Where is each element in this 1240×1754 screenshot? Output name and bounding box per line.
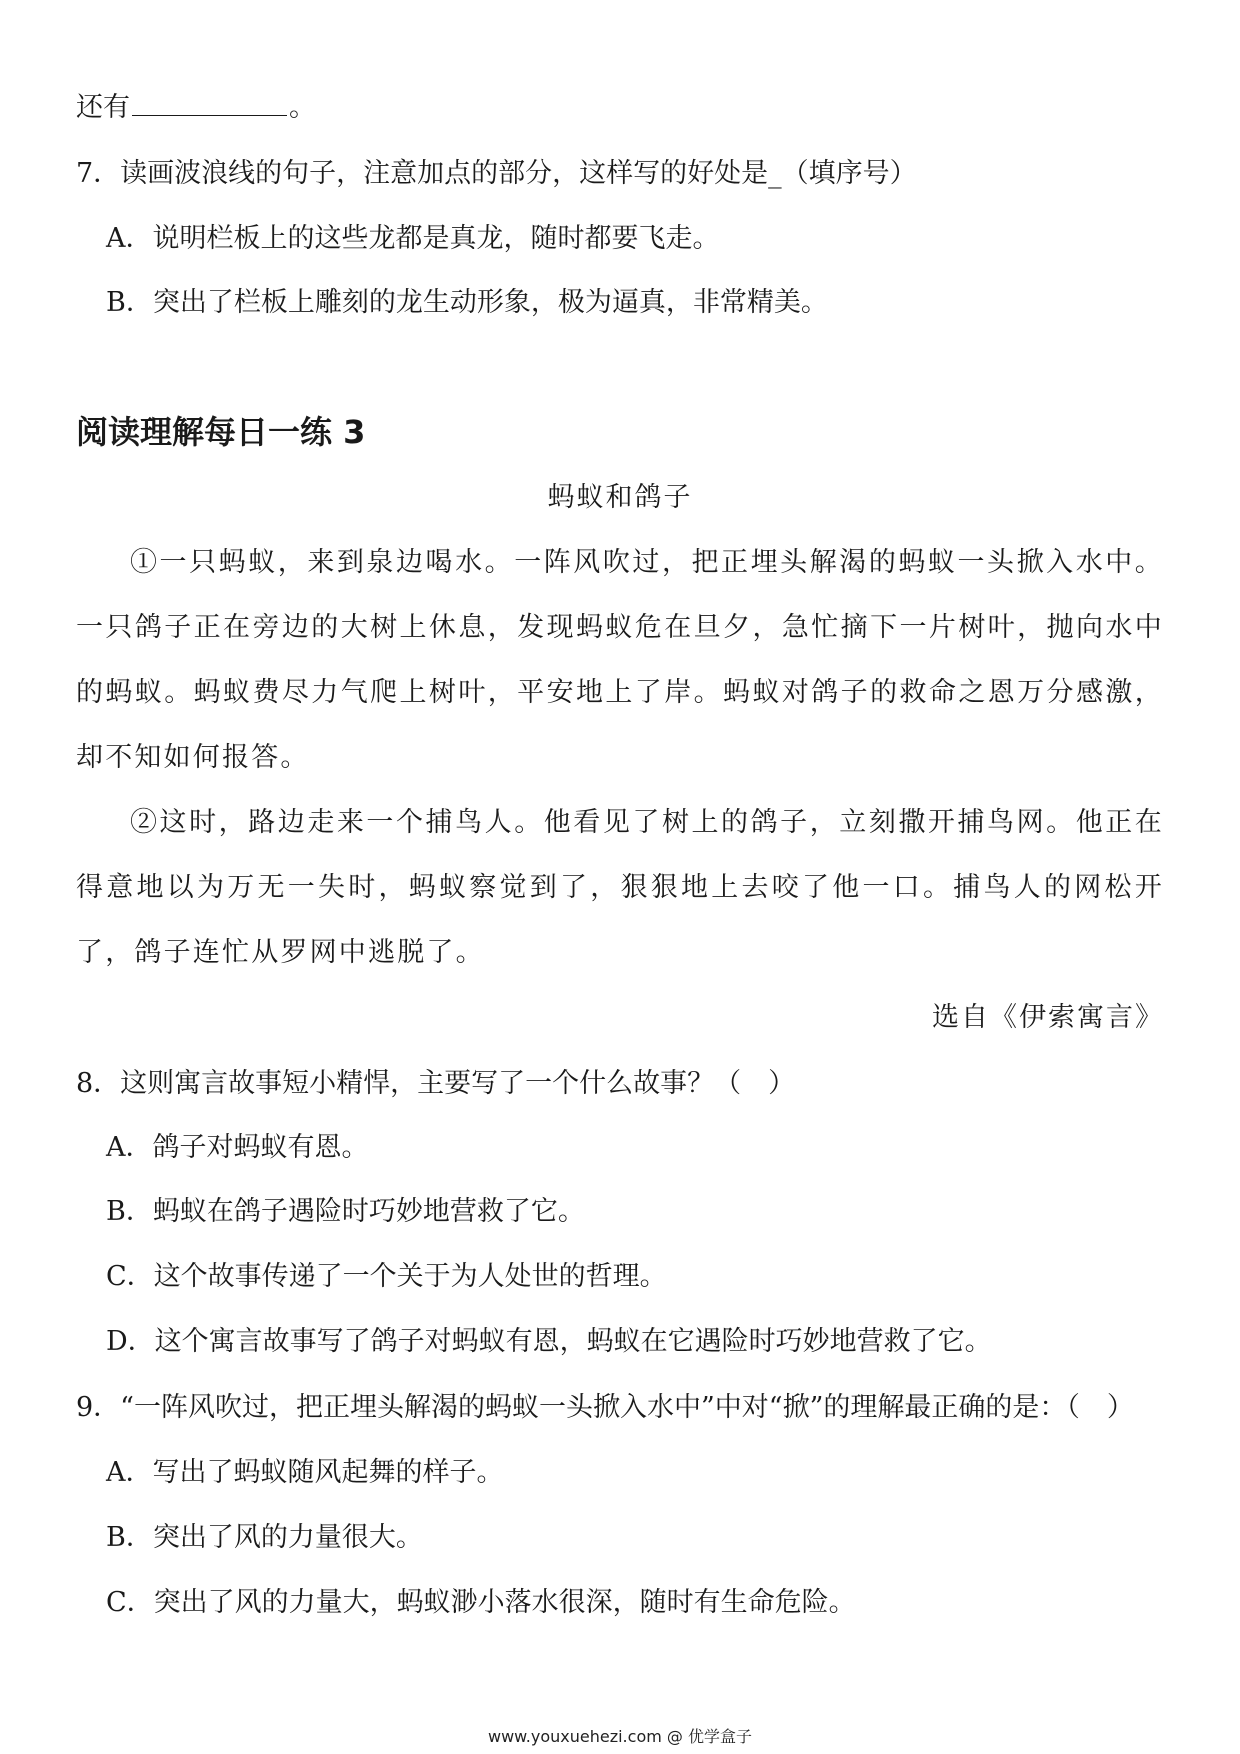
question-9-option-c: C．突出了风的力量大，蚂蚁渺小落水很深，随时有生命危险。 — [106, 1587, 856, 1618]
question-9-option-b: B．突出了风的力量很大。 — [106, 1522, 423, 1553]
question-7-option-a: A．说明栏板上的这些龙都是真龙，随时都要飞走。 — [106, 223, 720, 254]
fill-blank-prefix: 还有 — [76, 92, 130, 123]
story-title: 蚂蚁和鸽子 — [547, 482, 693, 513]
story-source: 选自《伊索寓言》 — [932, 1002, 1164, 1033]
question-8-option-a: A．鸽子对蚂蚁有恩。 — [106, 1132, 369, 1163]
fill-blank-line — [76, 88, 316, 128]
question-8-option-b: B．蚂蚁在鸽子遇险时巧妙地营救了它。 — [106, 1196, 585, 1227]
story-paragraph-2: ②这时，路边走来一个捕鸟人。他看见了树上的鸽子，立刻撒开捕鸟网。他正在得意地以为万无一失时，蚂蚁察觉到了，狠狠地上去咬了他一口。捕鸟人的网松开了，鸽子连忙从罗网中逃脱了。 — [76, 807, 1164, 968]
question-9-stem: 9．“一阵风吹过，把正埋头解渴的蚂蚁一头掀入水中”中对“掀”的理解最正确的是：（ ） — [76, 1392, 1134, 1423]
question-7-stem: 7．读画波浪线的句子，注意加点的部分，这样写的好处是_（填序号） — [76, 158, 917, 189]
question-7-option-b: B．突出了栏板上雕刻的龙生动形象，极为逼真，非常精美。 — [106, 287, 828, 318]
question-8-option-d: D．这个寓言故事写了鸽子对蚂蚁有恩，蚂蚁在它遇险时巧妙地营救了它。 — [106, 1326, 992, 1357]
footer-watermark: www.youxuehezi.com @ 优学盒子 — [488, 1727, 752, 1746]
question-9-option-a: A．写出了蚂蚁随风起舞的样子。 — [106, 1457, 504, 1488]
question-8-stem: 8．这则寓言故事短小精悍，主要写了一个什么故事？（ ） — [76, 1068, 796, 1099]
story-paragraph-1: ①一只蚂蚁，来到泉边喝水。一阵风吹过，把正埋头解渴的蚂蚁一头掀入水中。一只鸽子正在旁边的大树上休息，发现蚂蚁危在旦夕，急忙摘下一片树叶，抛向水中的蚂蚁。蚂蚁费尽力气爬上树叶，平安地上了岸。蚂蚁对鸽子的救命之恩万分感激，却不知如何报答。 — [76, 547, 1164, 773]
fill-blank-suffix: 。 — [289, 92, 316, 123]
question-8-option-c: C．这个故事传递了一个关于为人处世的哲理。 — [106, 1261, 667, 1292]
section-heading: 阅读理解每日一练 3 — [76, 413, 366, 451]
answer-blank[interactable] — [132, 89, 287, 116]
